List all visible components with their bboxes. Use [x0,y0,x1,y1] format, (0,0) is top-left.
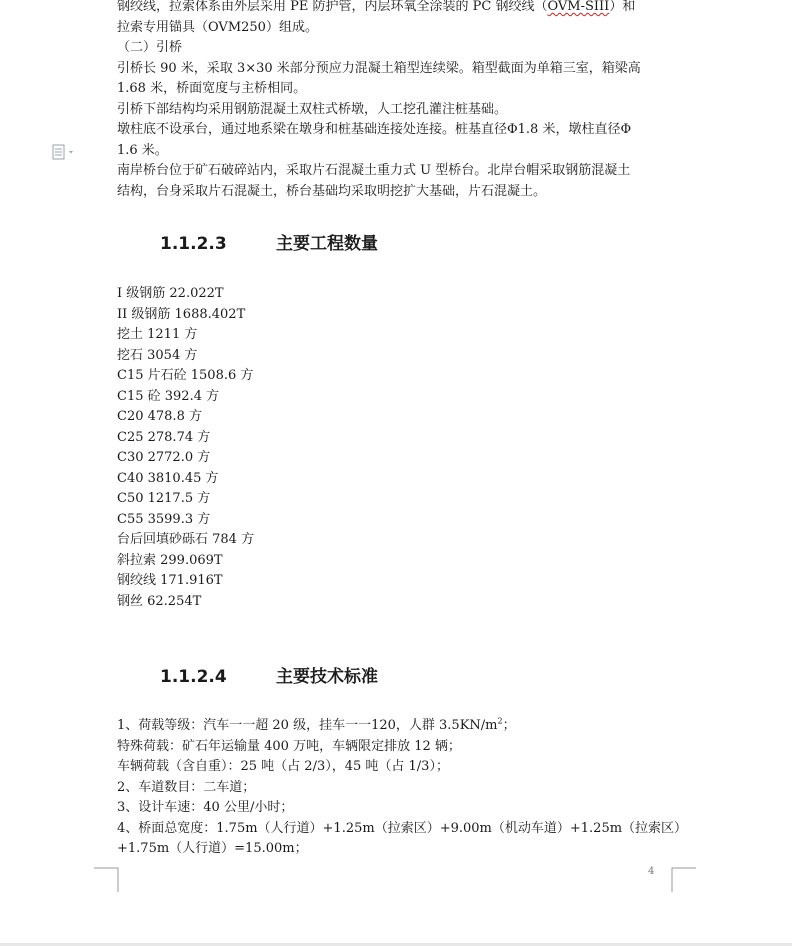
intro-text: （二）引桥 [117,40,183,55]
intro-line [117,18,677,39]
intro-line [117,79,677,100]
quantity-item: 斜拉索 299.069T [117,552,223,568]
standard-line: 4、桥面总宽度：1.75m（人行道）+1.25m（拉索区）+9.00m（机动车道）+1.25m（拉索区） [117,820,688,836]
standards-list [117,716,687,860]
page-corner-mark-left [94,866,120,892]
page-number: 4 [648,866,655,877]
intro-line [117,38,677,59]
intro-text: 1.6 米。 [117,142,168,158]
spellcheck-flagged-text: OVM-SIII [547,0,610,14]
quantity-item: C30 2772.0 方 [117,450,211,465]
paragraph-options-icon[interactable] [52,144,78,160]
section-number: 1.1.2.4 [160,667,227,687]
intro-text: 钢绞线，拉索体系由外层采用 PE 防护管，内层环氧全涂装的 PC 钢绞线（ [117,0,548,14]
quantity-item: 钢绞线 171.916T [117,573,223,588]
section-heading-1124 [160,665,378,689]
standard-line: +1.75m（人行道）=15.00m； [117,841,308,856]
quantity-item: 钢丝 62.254T [117,593,202,609]
standard-line: 2、车道数目：二车道； [117,779,256,795]
intro-text: 结构，台身采取片石混凝土，桥台基础均采取明挖扩大基础，片石混凝土。 [117,183,547,199]
intro-text: 引桥长 90 米，采取 3×30 米部分预应力混凝土箱型连续梁。箱型截面为单箱三室，箱梁高 [117,60,641,76]
intro-line [117,120,677,141]
quantity-item: C15 砼 392.4 方 [117,388,220,404]
intro-line [117,100,677,121]
section-heading-1123 [160,232,378,256]
intro-line [117,161,677,182]
standard-line: 特殊荷载：矿石年运输量 400 万吨，车辆限定排放 12 辆； [117,738,461,754]
quantity-item: C55 3599.3 方 [117,511,211,527]
standard-line: 车辆荷载（含自重）：25 吨（占 2/3），45 吨（占 1/3）； [117,759,449,774]
intro-line [117,59,677,80]
intro-line [117,141,677,162]
quantity-item: C40 3810.45 方 [117,470,219,486]
section-title: 主要技术标准 [276,667,378,687]
standard-line: 3、设计车速：40 公里/小时； [117,800,294,815]
quantity-item: 挖土 1211 方 [117,327,198,342]
quantity-item: C20 478.8 方 [117,409,202,424]
quantity-item: I 级钢筋 22.022T [117,286,224,301]
quantity-item: 台后回填砂砾石 784 方 [117,532,255,547]
section-title: 主要工程数量 [276,234,378,254]
standard-line: 1、荷载等级：汽车一一超 20 级，挂车一一120，人群 $3.5KN/m^2$； [117,716,516,733]
intro-text: ）和 [609,0,636,14]
intro-line [117,182,677,203]
intro-text: 1.68 米，桥面宽度与主桥相同。 [117,81,307,96]
quantities-list [117,284,254,612]
section-number: 1.1.2.3 [160,234,227,254]
intro-text: 拉索专用锚具（OVM250）组成。 [117,19,318,35]
intro-line [117,0,677,18]
quantity-item: C25 278.74 方 [117,429,211,445]
quantity-item: C50 1217.5 方 [117,491,211,506]
intro-text: 南岸桥台位于矿石破碎站内，采取片石混凝土重力式 U 型桥台。北岸台帽采取钢筋混凝土 [117,163,631,178]
page-corner-mark-right [670,866,696,892]
quantity-item: II 级钢筋 1688.402T [117,306,246,322]
intro-text: 引桥下部结构均采用钢筋混凝土双柱式桥墩，人工挖孔灌注桩基础。 [117,101,508,117]
quantity-item: C15 片石砼 1508.6 方 [117,368,254,383]
intro-paragraphs [117,0,677,202]
quantity-item: 挖石 3054 方 [117,347,198,363]
intro-text: 墩柱底不设承台，通过地系梁在墩身和桩基础连接处连接。桩基直径Φ1.8 米，墩柱直径Φ [117,122,632,137]
